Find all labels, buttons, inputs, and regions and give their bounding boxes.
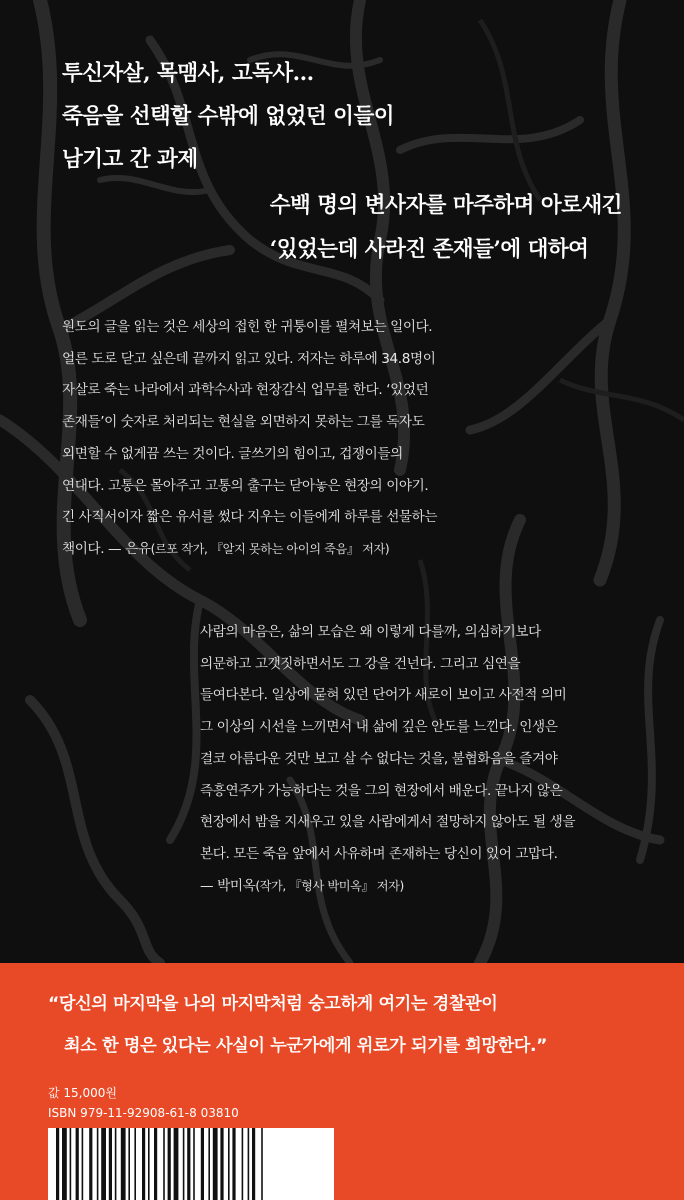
barcode-bar	[213, 1128, 218, 1200]
barcode-bar	[228, 1128, 230, 1200]
barcode-bar	[232, 1128, 235, 1200]
price-info	[48, 1083, 239, 1123]
barcode-bar	[121, 1128, 126, 1200]
barcode-bar	[187, 1128, 190, 1200]
endorsement-line: 연대다. 고통은 몰아주고 고통의 출구는 닫아놓은 현장의 이야기.	[62, 477, 429, 494]
headline	[62, 52, 394, 181]
endorser-citation: (작가, 『형사 박미옥』 저자)	[255, 878, 404, 893]
pull-quote-line-2: 최소 한 명은 있다는 사실이 누군가에게 위로가 되기를 희망한다.”	[64, 1036, 547, 1056]
barcode-bar	[168, 1128, 171, 1200]
barcode-bar	[220, 1128, 223, 1200]
subheadline	[270, 184, 622, 272]
barcode-bar	[115, 1128, 117, 1200]
endorsement-line: 그 이상의 시선을 느끼면서 내 삶에 깊은 안도를 느낀다. 인생은	[200, 719, 558, 736]
barcode-bar	[82, 1128, 84, 1200]
barcode-bar	[248, 1128, 250, 1200]
barcode-bar	[101, 1128, 106, 1200]
barcode-bar	[109, 1128, 112, 1200]
barcode-bar	[56, 1128, 59, 1200]
barcode-bar	[142, 1128, 145, 1200]
barcode-bar	[163, 1128, 165, 1200]
barcode-bar	[89, 1128, 92, 1200]
barcode-bar	[201, 1128, 204, 1200]
endorsement-parkmiok	[200, 617, 575, 902]
endorsement-line: 자살로 죽는 나라에서 과학수사과 현장감식 업무를 한다. ‘있었던	[62, 382, 429, 399]
barcode-bar	[208, 1128, 210, 1200]
pull-quote-line-1: “당신의 마지막을 나의 마지막처럼 숭고하게 여기는 경찰관이	[48, 994, 498, 1014]
endorsement-line: 들여다본다. 일상에 묻혀 있던 단어가 새로이 보이고 사전적 의미	[200, 687, 567, 704]
subheadline-line-2: ‘있었는데 사라진 존재들’에 대하여	[269, 237, 589, 262]
barcode-bar	[252, 1128, 255, 1200]
endorsement-line: 현장에서 밤을 지새우고 있을 사람에게서 절망하지 않아도 될 생을	[200, 814, 576, 831]
barcode-bar	[128, 1128, 130, 1200]
barcode-bar	[242, 1128, 244, 1200]
pull-quote	[48, 983, 547, 1067]
endorsement-attribution	[62, 534, 437, 566]
barcode-bar	[261, 1128, 263, 1200]
barcode-bar	[97, 1128, 99, 1200]
barcode-bar	[134, 1128, 136, 1200]
endorsement-line: 원도의 글을 읽는 것은 세상의 접힌 한 귀퉁이를 펼쳐보는 일이다.	[62, 319, 433, 335]
endorsement-line: 즉흥연주가 가능하다는 것을 그의 현장에서 배운다. 끝나지 않은	[200, 782, 563, 799]
endorsement-line: 결코 아름다운 것만 보고 살 수 없다는 것을, 불협화음을 즐겨야	[200, 750, 558, 767]
endorsement-line: 존재들’이 숫자로 처리되는 현실을 외면하지 못하는 그를 독자도	[62, 414, 425, 431]
barcode-bar	[76, 1128, 79, 1200]
price-text: 값 15,000원	[48, 1086, 117, 1100]
barcode	[48, 1128, 334, 1200]
endorsement-line: 의문하고 고갯짓하면서도 그 강을 건넌다. 그리고 심연을	[200, 655, 521, 672]
headline-line-3: 남기고 간 과제	[62, 147, 198, 172]
headline-line-2: 죽음을 선택할 수밖에 없었던 이들이	[62, 104, 394, 129]
endorsement-attribution	[200, 871, 575, 903]
endorser-name: — 박미옥	[200, 877, 256, 894]
barcode-bar	[174, 1128, 179, 1200]
barcode-bar	[154, 1128, 157, 1200]
barcode-bar	[148, 1128, 150, 1200]
subheadline-line-1: 수백 명의 변사자를 마주하며 아로새긴	[269, 193, 622, 218]
barcode-bar	[70, 1128, 72, 1200]
endorsement-line: 본다. 모든 죽음 앞에서 사유하며 존재하는 당신이 있어 고맙다.	[200, 845, 558, 862]
endorsement-line: 긴 사직서이자 짧은 유서를 썼다 지우는 이들에게 하루를 선물하는	[62, 509, 438, 526]
headline-line-1: 투신자살, 목맴사, 고독사…	[62, 61, 314, 86]
endorsement-eunyu	[62, 312, 437, 566]
endorsement-line: 외면할 수 없게끔 쓰는 것이다. 글쓰기의 힘이고, 겁쟁이들의	[62, 445, 403, 462]
endorser-name: 책이다. — 은유	[62, 540, 151, 557]
barcode-bar	[193, 1128, 195, 1200]
isbn-text: ISBN 979-11-92908-61-8 03810	[48, 1106, 239, 1120]
barcode-icon	[48, 1128, 334, 1200]
barcode-bar	[62, 1128, 67, 1200]
endorser-citation: (르포 작가, 『알지 못하는 아이의 죽음』 저자)	[150, 541, 390, 556]
endorsement-line: 얼른 도로 닫고 싶은데 끝까지 읽고 있다. 저자는 하루에 34.8명이	[62, 350, 436, 367]
barcode-bar	[183, 1128, 185, 1200]
endorsement-line: 사람의 마음은, 삶의 모습은 왜 이렇게 다를까, 의심하기보다	[200, 624, 541, 640]
